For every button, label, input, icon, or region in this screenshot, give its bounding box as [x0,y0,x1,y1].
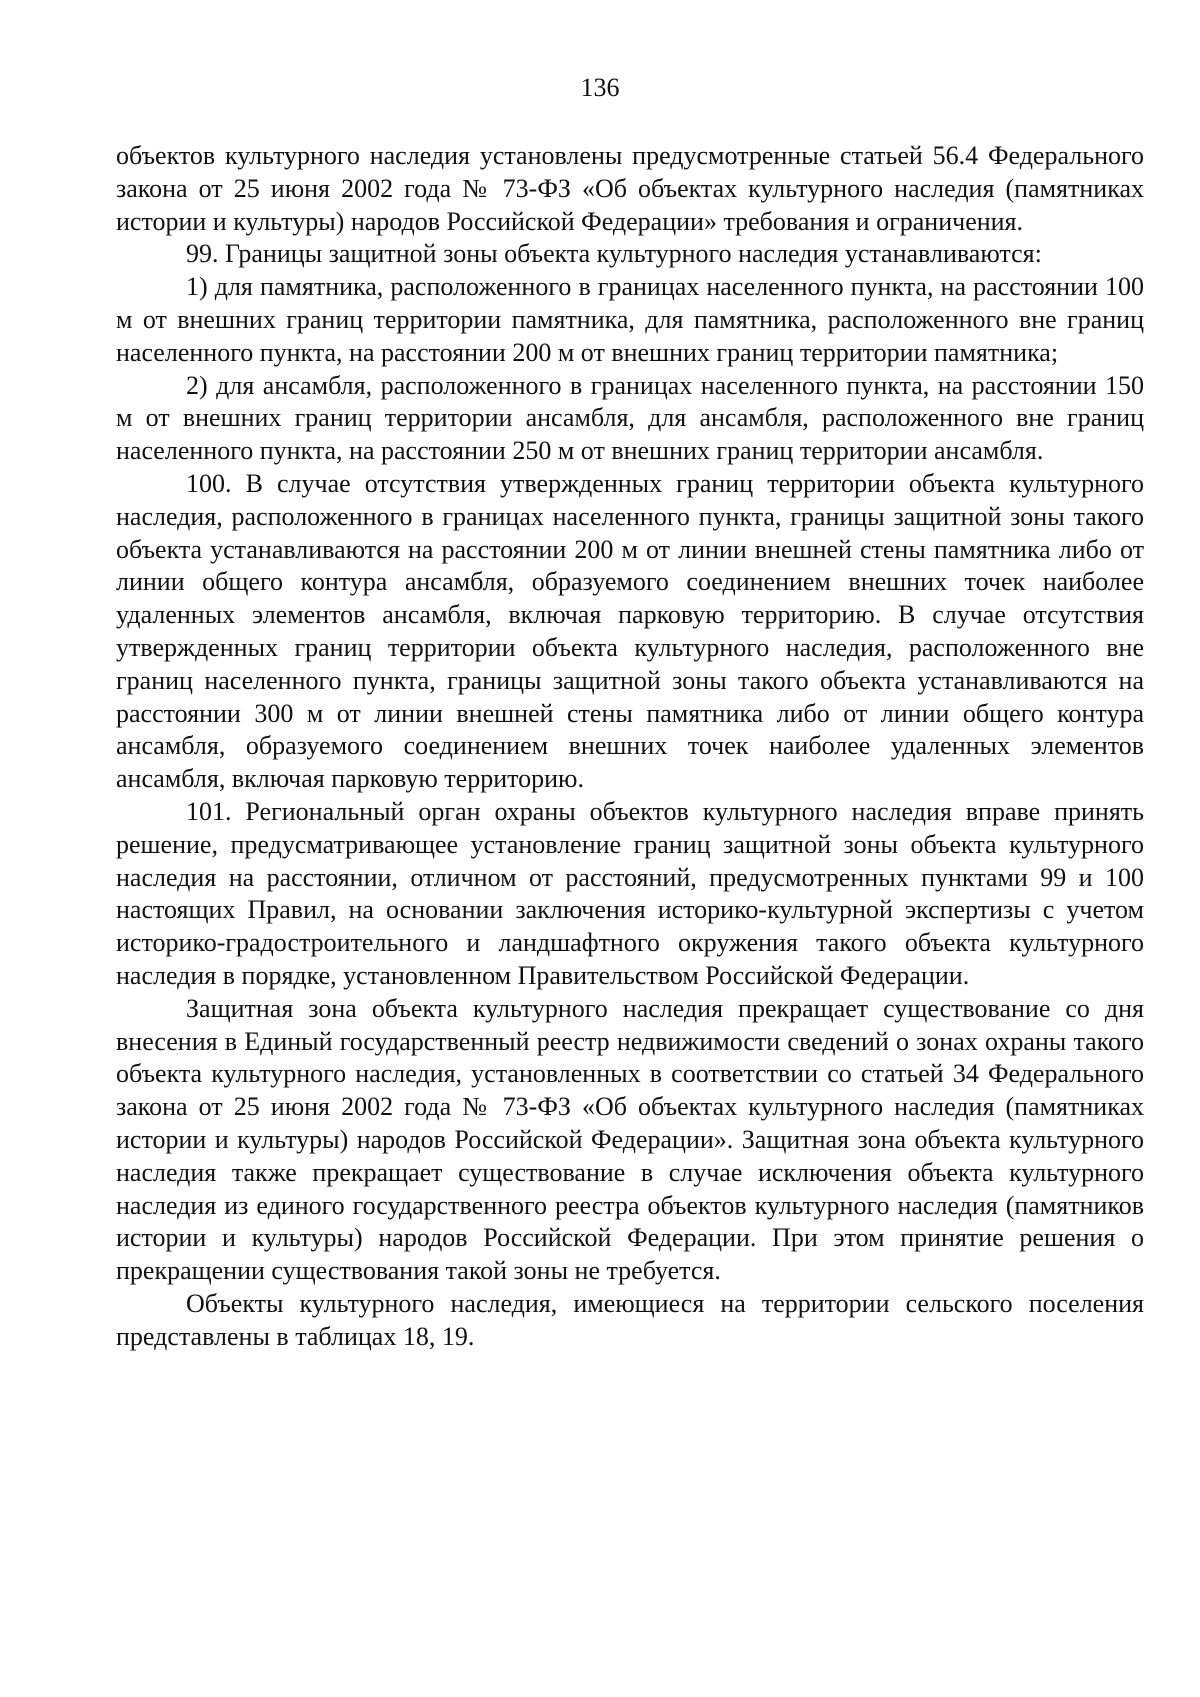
document-body [116,140,1144,1353]
paragraph-subitem-1: 1) для памятника, расположенного в границах населенного пункта, на расстоянии 100 м от внешних границ территории памятника, для памятника, расположенного вне границ населенного пункта, на расстоянии 200 м от внешних границ территории памятника; [116,272,1144,367]
paragraph-item-99: 99. Границы защитной зоны объекта культурного наследия устанавливаются: [186,239,1042,269]
paragraph-protective-zone-termination: Защитная зона объекта культурного наследия прекращает существование со дня внесения в Единый государственный реестр недвижимости сведений о зонах охраны такого объекта культурного наследия, установленных в соответствии со статьей 34 Федерального закона от 25 июня 2002 года № 73-ФЗ «Об объектах культурного наследия (памятниках истории и культуры) народов Российской Федерации». Защитная зона объекта культурного наследия также прекращает существование в случае исключения объекта культурного наследия из единого государственного реестра объектов культурного наследия (памятников истории и культуры) народов Российской Федерации. При этом принятие решения о прекращении существования такой зоны не требуется. [116,993,1144,1286]
paragraph-subitem-2: 2) для ансамбля, расположенного в границах населенного пункта, на расстоянии 150 м от внешних границ территории ансамбля, для ансамбля, расположенного вне границ населенного пункта, на расстоянии 250 м от внешних границ территории ансамбля. [116,370,1144,466]
paragraph-item-101: 101. Региональный орган охраны объектов культурного наследия вправе принять решение, предусматривающее установление границ защитной зоны объекта культурного наследия на расстоянии, отличном от расстояний, предусмотренных пунктами 99 и 100 настоящих Правил, на основании заключения историко-культурной экспертизы с учетом историко-градостроительного и ландшафтного окружения такого объекта культурного наследия в порядке, установленном Правительством Российской Федерации. [116,796,1144,990]
paragraph-tables-reference: Объекты культурного наследия, имеющиеся на территории сельского поселения представлены в таблицах 18, 19. [116,1288,1144,1351]
paragraph-item-100: 100. В случае отсутствия утвержденных границ территории объекта культурного наследия, расположенного в границах населенного пункта, границы защитной зоны такого объекта устанавливаются на расстоянии 200 м от линии внешней стены памятника либо от линии общего контура ансамбля, образуемого соединением внешних точек наиболее удаленных элементов ансамбля, включая парковую территорию. В случае отсутствия утвержденных границ территории объекта культурного наследия, расположенного вне границ населенного пункта, границы защитной зоны такого объекта устанавливаются на расстоянии 300 м от линии внешней стены памятника либо от линии общего контура ансамбля, образуемого соединением внешних точек наиболее удаленных элементов ансамбля, включая парковую территорию. [116,468,1144,794]
page-number: 136 [580,73,620,102]
paragraph-intro-continuation: объектов культурного наследия установлены предусмотренные статьей 56.4 Федерального закона от 25 июня 2002 года № 73-ФЗ «Об объектах культурного наследия (памятниках истории и культуры) народов Российской Федерации» требования и ограничения. [116,141,1144,236]
